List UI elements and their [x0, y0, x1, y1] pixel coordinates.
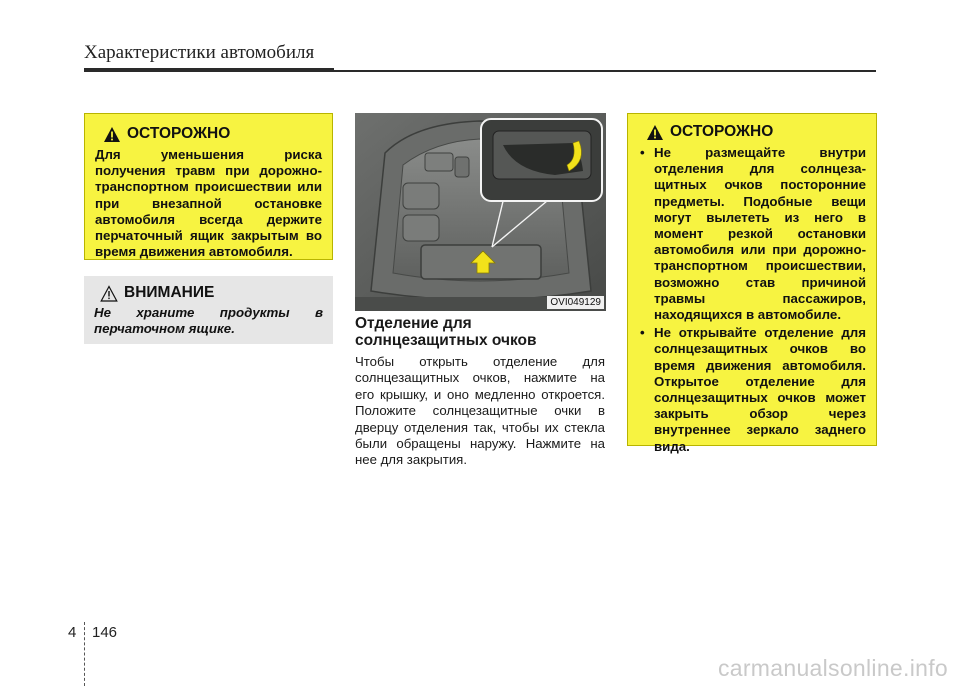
- warning-box-right: [627, 113, 877, 454]
- text-line: автомобиля всегда держите: [95, 211, 322, 227]
- warning-box-left: [84, 113, 333, 260]
- text-line: отделения для солнцеза-: [654, 161, 866, 177]
- header-rule: [84, 68, 334, 72]
- text-line: возможно став причиной: [654, 274, 866, 290]
- text-line: нее для закрытия.: [355, 452, 467, 468]
- text-line: время движения автомобиля.: [654, 357, 866, 373]
- text-line: могут вылететь из него в: [654, 209, 866, 225]
- text-line: предметы. Подобные вещи: [654, 193, 866, 209]
- text-line: Открытое отделение для: [654, 373, 866, 389]
- text-line: травмы пассажиров,: [654, 290, 866, 306]
- text-line: его крышку, и оно медленно откроется.: [355, 386, 605, 402]
- text-line: момент резкой остановки: [654, 226, 866, 242]
- bullet: •: [640, 145, 645, 160]
- text-line: при внезапной остановке: [95, 195, 322, 211]
- title-line: солнцезащитных очков: [355, 332, 537, 349]
- text-line: получения травм при дорожно-: [95, 163, 322, 179]
- text-line: транспортном происшествии или: [95, 179, 322, 195]
- caution-heading: [94, 285, 323, 302]
- title-line: Отделение для: [355, 315, 472, 332]
- page-number: 146: [92, 624, 118, 641]
- text-line: транспортном происшествии,: [654, 258, 866, 274]
- warning-icon: [103, 126, 121, 143]
- watermark: carmanualsonline.info: [717, 655, 948, 681]
- warning-heading: [95, 126, 322, 143]
- bullet: •: [640, 325, 645, 341]
- list-item: [638, 145, 866, 323]
- text-line: закрыть обзор через: [654, 406, 866, 422]
- warning-icon: [646, 124, 664, 141]
- text-line: внутреннее зеркало заднего: [654, 422, 866, 438]
- figure-code: OVI049129: [547, 296, 604, 309]
- page-number-divider: [84, 622, 86, 686]
- text-line: солнцезащитных очков, нажмите на: [355, 370, 605, 386]
- caution-text: [94, 305, 323, 337]
- section-title: [355, 315, 605, 349]
- caution-heading-text: ВНИМАНИЕ: [124, 284, 215, 302]
- text-line: Чтобы открыть отделение для: [355, 354, 605, 369]
- section-body: [355, 354, 605, 469]
- page-header-title: Характеристики автомобиля: [84, 42, 315, 63]
- warning-heading-text: ОСТОРОЖНО: [670, 123, 774, 141]
- warning-heading-text: ОСТОРОЖНО: [127, 125, 231, 143]
- chapter-number: 4: [68, 624, 77, 641]
- text-line: время движения автомобиля.: [95, 244, 293, 260]
- text-line: Для уменьшения риска: [95, 147, 322, 162]
- text-line: Не открывайте отделение для: [654, 325, 866, 341]
- text-line: солнцезащитных очков может: [654, 390, 866, 406]
- text-line: солнцезащитных очков во: [654, 341, 866, 357]
- overhead-console-illustration: [355, 113, 606, 311]
- text-line: автомобиля или при дорожно-: [654, 242, 866, 258]
- list-item: [638, 325, 866, 455]
- text-line: перчаточном ящике.: [94, 321, 235, 337]
- warning-text-left: [95, 147, 322, 260]
- text-line: дверцу отделения так, чтобы их стекла: [355, 419, 605, 435]
- text-line: Положите солнцезащитные очки в: [355, 403, 605, 419]
- text-line: Не размещайте внутри: [654, 145, 866, 160]
- text-line: перчаточный ящик закрытым во: [95, 228, 322, 244]
- warning-heading: [638, 124, 866, 141]
- warning-list: [638, 145, 866, 455]
- text-line: находящихся в автомобиле.: [654, 307, 842, 323]
- text-line: вида.: [654, 438, 690, 454]
- text-line: Не храните продукты в: [94, 305, 323, 320]
- text-line: были обращены наружу. Нажмите на: [355, 436, 605, 452]
- header-rule-thin: [334, 70, 876, 72]
- caution-icon: [100, 285, 118, 302]
- sunglass-holder-photo: [355, 113, 606, 311]
- caution-box-left: [84, 276, 333, 344]
- text-line: щитных очков посторонние: [654, 177, 866, 193]
